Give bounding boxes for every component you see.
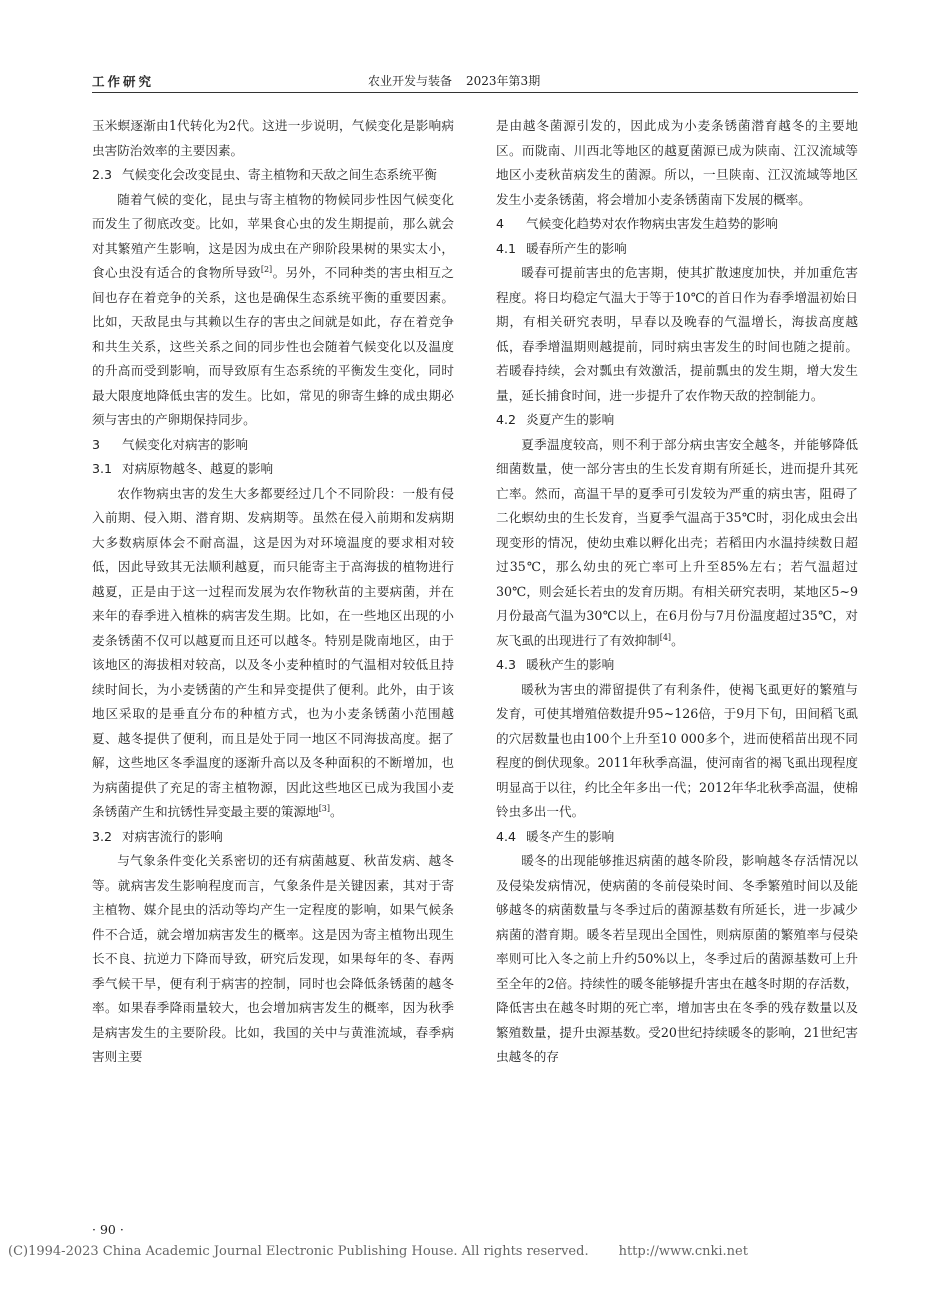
paragraph: 与气象条件变化关系密切的还有病菌越夏、秋苗发病、越冬等。就病害发生影响程度而言，气象条件是关键因素，其对于寄主植物、媒介昆虫的活动等均产生一定程度的影响，如果气候条件不合适，就会增加病害发生的概率。这是因为寄主植物出现生长不良、抗逆力下降而导致，研究后发现，如果每年的冬、春两季气候干旱，便有利于病害的控制，同时也会降低条锈菌的越冬率。如果春季降雨量较大，也会增加病害发生的概率，因为秋季是病害发生的主要阶段。比如，我国的关中与黄淮流域，春季病害则主要 (92, 853, 454, 1064)
text: 。另外，不同种类的害虫相互之间也存在着竞争的关系，这也是确保生态系统平衡的重要因素。比如，天敌昆虫与其赖以生存的害虫之间就是如此，存在着竞争和共生关系，这些关系之间的同步性也会随着气候变化以及温度的升高而受到影响，而导致原有生态系统的平衡发生变化，同时最大限度地降低虫害的发生。比如，常见的卵寄生蜂的成虫期必须与害虫的产卵期保持同步。 (92, 265, 455, 427)
text: 夏季温度较高，则不利于部分病虫害安全越冬，并能够降低细菌数量，使一部分害虫的生长发育期有所延长，进而提升其死亡率。然而，高温干旱的夏季可引发较为严重的病虫害，阻碍了二化螟幼虫的生长发育，当夏季气温高于35℃时，羽化成虫会出现变形的情况，使幼虫难以孵化出壳；若稻田内水温持续数日超过35℃，那么幼虫的死亡率可上升至85%左右；若气温超过30℃，则会延长若虫的发育历期。有相关研究表明，某地区5~9月份最高气温为30℃以上，在6月份与7月份温度超过35℃，对灰飞虱的出现进行了有效抑制 (496, 436, 858, 648)
heading-text: 炎夏产生的影响 (526, 412, 615, 427)
heading-number: 4.1 (496, 240, 517, 256)
heading-text: 气候变化对病害的影响 (122, 436, 248, 452)
issue-label: 2023年第3期 (466, 74, 541, 88)
website-link[interactable]: http://www.cnki.net (618, 1244, 748, 1259)
section-heading-4 (496, 212, 858, 237)
text: 农作物病虫害的发生大多都要经过几个不同阶段：一般有侵入前期、侵入期、潜育期、发病期等。虽然在侵入前期和发病期大多数病原体会不耐高温，这是因为对环境温度的要求相对较低，因此导致其无法顺利越夏，而只能寄主于高海拔的植物进行越夏，正是由于这一过程而发展为农作物秋苗的主要病菌，并在来年的春季进入植株的病害发生期。比如，在一些地区出现的小麦条锈菌不仅可以越夏而且还可以越冬。特别是陇南地区，由于该地区的海拔相对较高，以及冬小麦种植时的气温相对较低且持续时间长，为小麦锈菌的产生和异变提供了便利。此外，由于该地区采取的是垂直分布的种植方式，也为小麦条锈菌小范围越夏、越冬提供了便利，而且是处于同一地区不同海拔高度。据了解，这些地区冬季温度的逐渐升高以及冬种面积的不断增加，也为病菌提供了充足的寄主植物源，因此这些地区已成为我国小麦条锈菌产生和抗锈性异变最主要的策源地 (92, 485, 454, 819)
heading-text: 气候变化会改变昆虫、寄主植物和天敌之间生态系统平衡 (122, 167, 437, 182)
paragraph (92, 482, 454, 825)
heading-text: 气候变化趋势对农作物病虫害发生趋势的影响 (526, 216, 778, 231)
citation: [4] (659, 632, 672, 642)
running-header (92, 72, 858, 93)
page-number: · 90 · (92, 1222, 124, 1237)
section-heading-3-2 (92, 825, 454, 850)
citation: [2] (260, 264, 273, 274)
heading-number: 3 (92, 436, 101, 452)
left-column (92, 114, 454, 1070)
heading-number: 4.4 (496, 828, 517, 844)
section-heading-4-4 (496, 825, 858, 850)
heading-text: 对病害流行的影响 (122, 828, 223, 844)
heading-text: 对病原物越冬、越夏的影响 (122, 461, 274, 476)
text: 。 (330, 804, 343, 819)
copyright-line (8, 1244, 748, 1259)
journal-info (368, 72, 540, 89)
section-heading-4-3 (496, 653, 858, 678)
paragraph: 暖秋为害虫的滞留提供了有利条件，使褐飞虱更好的繁殖与发育，可使其增殖倍数提升95~126倍，于9月下旬，田间稻飞虱的穴居数量也由100个上升至10 000多个，进而使稻苗出现不同程度的倒伏现象。2011年秋季高温，使河南省的褐飞虱出现程度明显高于以往，约比全年多出一代；2012年华北秋季高温，使棉铃虫多出一代。 (496, 681, 858, 819)
paragraph (496, 433, 858, 654)
heading-number: 2.3 (92, 167, 113, 182)
heading-number: 4 (496, 216, 505, 231)
journal-name: 农业开发与装备 (368, 74, 453, 88)
citation: [3] (318, 803, 331, 813)
heading-number: 3.1 (92, 461, 113, 476)
section-heading-2-3 (92, 163, 454, 188)
heading-text: 暖春所产生的影响 (526, 240, 627, 256)
section-heading-3 (92, 433, 454, 458)
paragraph (92, 188, 454, 433)
paragraph: 是由越冬菌源引发的，因此成为小麦条锈菌潜育越冬的主要地区。而陇南、川西北等地区的越夏菌源已成为陕南、江汉流域等地区小麦秋苗病发生的菌源。所以，一旦陕南、江汉流域等地区发生小麦条锈菌，将会增加小麦条锈菌南下发展的概率。 (496, 118, 858, 207)
heading-number: 4.3 (496, 657, 517, 672)
paragraph: 暖春可提前害虫的危害期，使其扩散速度加快，并加重危害程度。将日均稳定气温大于等于10℃的首日作为春季增温初始日期，有相关研究表明，早春以及晚春的气温增长，海拔高度越低，春季增温期则越提前，同时病虫害发生的时间也随之提前。若暖春持续，会对瓢虫有效激活，提前瓢虫的发生期，增大发生量，延长捕食时间，进一步提升了农作物天敌的控制能力。 (496, 265, 858, 403)
section-heading-4-2 (496, 408, 858, 433)
section-heading-3-1 (92, 457, 454, 482)
text: 随着气候的变化，昆虫与寄主植物的物候同步性因气候变化而发生了彻底改变。比如，苹果食心虫的发生期提前，那么就会对其繁殖产生影响，这是因为成虫在产卵阶段果树的果实太小，食心虫没有适合的食物所导致 (92, 191, 454, 280)
paragraph: 暖冬的出现能够推迟病菌的越冬阶段，影响越冬存活情况以及侵染发病情况，使病菌的冬前侵染时间、冬季繁殖时间以及能够越冬的病菌数量与冬季过后的菌源基数有所延长，进一步减少病菌的潜育期。暖冬若呈现出全国性，则病原菌的繁殖率与侵染率则可比入冬之前上升约50%以上，冬季过后的菌源基数可上升至全年的2倍。持续性的暖冬能够提升害虫在越冬时期的存活数，降低害虫在越冬时期的死亡率，增加害虫在冬季的残存数量以及繁殖数量，提升虫源基数。受20世纪持续暖冬的影响，21世纪害虫越冬的存 (496, 853, 858, 1064)
right-column (496, 114, 858, 1070)
text: 。 (671, 632, 684, 648)
heading-number: 4.2 (496, 412, 517, 427)
heading-text: 暖秋产生的影响 (526, 657, 615, 672)
heading-text: 暖冬产生的影响 (526, 828, 615, 844)
section-label: 工作研究 (92, 74, 155, 89)
paragraph: 玉米螟逐渐由1代转化为2代。这进一步说明，气候变化是影响病虫害防治效率的主要因素。 (92, 118, 454, 158)
section-heading-4-1 (496, 237, 858, 262)
copyright-text: (C)1994-2023 China Academic Journal Electronic Publishing House. All rights reserved. (8, 1244, 589, 1259)
heading-number: 3.2 (92, 828, 113, 844)
